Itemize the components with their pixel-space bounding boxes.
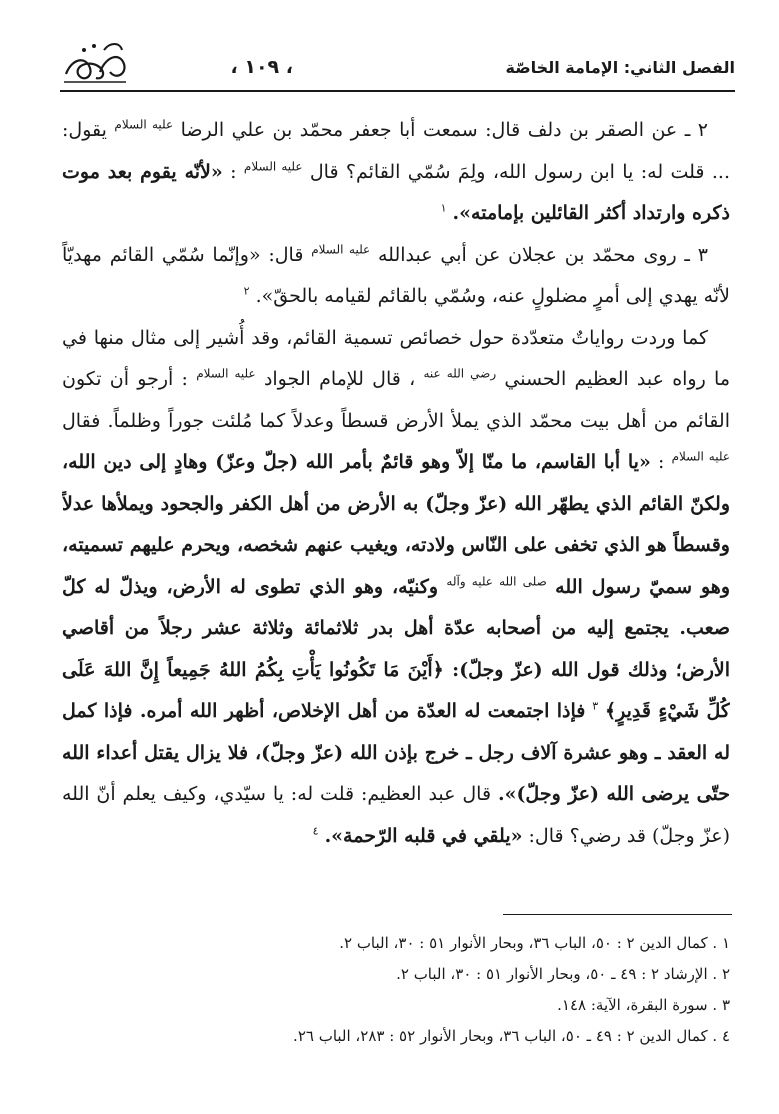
quote-run: فإذا اجتمعت له العدّة من أهل الإخلاص، أظهر الله أمره. فإذا كمل له العقد ـ وهو عشرة آلاف رجل ـ خرج بإذن الله (عزّ وجلّ)، فلا يزال يقتل أعداء الله حتّى يرضى الله (عزّ وجلّ)». bbox=[62, 700, 730, 805]
footnote-rule bbox=[503, 914, 732, 915]
honorific-glyph: عليه السلام bbox=[311, 242, 371, 257]
running-title: الفصل الثاني: الإمامة الخاصّة bbox=[505, 58, 735, 77]
footnote-item: ٤ . كمال الدين ٢ : ٤٩ ـ ٥٠، الباب ٣٦، وبحار الأنوار ٥٢ : ٢٨٣، الباب ٢٦. bbox=[293, 1027, 730, 1045]
page-number: ، ١٠٩ ، bbox=[230, 56, 293, 78]
footnote-ref[interactable]: ١ bbox=[440, 201, 447, 215]
footnote-ref[interactable]: ٣ bbox=[592, 699, 599, 713]
honorific-glyph: عليه السلام bbox=[671, 449, 730, 464]
footnote-item: ١ . كمال الدين ٢ : ٥٠، الباب ٣٦، وبحار الأنوار ٥١ : ٣٠، الباب ٢. bbox=[339, 934, 730, 952]
footnote-item: ٢ . الإرشاد ٢ : ٤٩ ـ ٥٠، وبحار الأنوار ٥١ : ٣٠، الباب ٢. bbox=[396, 965, 730, 983]
text-run: يقول: ... قلت له: يا ابن رسول الله، ولِمَ سُمّي القائم؟ قال bbox=[62, 119, 730, 183]
honorific-glyph: عليه السلام bbox=[196, 366, 256, 381]
paragraph-3 bbox=[62, 235, 730, 318]
quote-run: «يلقي في قلبه الرّحمة». bbox=[324, 824, 523, 847]
honorific-glyph: عليه السلام bbox=[114, 117, 174, 132]
paragraph-narration bbox=[62, 318, 730, 858]
quote-run: وكنيّه، وهو الذي تطوى له الأرض، ويذلّ له كلّ صعب. يجتمع إليه من أصحابه عدّة أهل بدر ثلاثمائة وثلاثة عشر رجلاً من أقاصي الأرض؛ وذلك قول الله (عزّ وجلّ): bbox=[62, 575, 730, 681]
text-run: ٢ ـ عن الصقر بن دلف قال: سمعت أبا جعفر محمّد بن علي الرضا bbox=[180, 119, 708, 141]
text-run: ٣ ـ روى محمّد بن عجلان عن أبي عبدالله bbox=[378, 243, 708, 266]
quote-run: «لأنّه يقوم بعد موت ذكره وارتداد أكثر القائلين بإمامته». bbox=[62, 160, 730, 224]
footnote-ref[interactable]: ٢ bbox=[243, 284, 250, 298]
text-run: قال عبد العظيم: قلت له: يا سيّدي، وكيف يعلم أنّ الله (عزّ وجلّ) قد رضي؟ قال: bbox=[62, 783, 730, 847]
quote-run: «يا أبا القاسم، ما منّا إلاّ وهو قائمٌ بأمر الله (جلّ وعزّ) وهادٍ إلى دين الله، ولكنّ القائم الذي يطهّر الله (عزّ وجلّ) به الأرض من أهل الكفر والجحود ويملأها عدلاً وقسطاً هو الذي تخفى على النّاس ولادته، ويغيب عنهم شخصه، ويحرم عليهم تسميته، وهو سميّ رسول الله bbox=[62, 451, 730, 598]
body-text bbox=[62, 110, 730, 910]
quran-verse: ﴿أَيْنَ مَا تَكُونُوا يَأْتِ بِكُمُ اللهُ جَمِيعاً إِنَّ اللهَ عَلَى كُلِّ شَيْءٍ قَدِيرٍ﴾ bbox=[62, 658, 730, 722]
text-run: : bbox=[650, 451, 665, 473]
text-run: كما وردت رواياتٌ متعدّدة حول خصائص تسمية القائم، وقد أُشير إلى مثال منها في ما رواه عبد العظيم الحسني bbox=[62, 326, 730, 390]
calligraphic-ornament-icon bbox=[60, 38, 130, 86]
honorific-glyph: رضي الله عنه bbox=[423, 366, 497, 381]
paragraph-2 bbox=[62, 110, 730, 235]
text-run: : bbox=[222, 160, 237, 183]
footnote-ref[interactable]: ٤ bbox=[312, 824, 319, 838]
text-run: ، قال للإمام الجواد bbox=[263, 368, 416, 390]
text-run: قال: «وإنّما سُمّي القائم مهديّاً لأنّه يهدي إلى أمرٍ مضلولٍ عنه، وسُمّي بالقائم لقيامه بالحقّ». bbox=[62, 243, 730, 307]
header-rule bbox=[60, 90, 735, 92]
honorific-glyph: عليه السلام bbox=[243, 159, 303, 174]
honorific-glyph: صلى الله عليه وآله bbox=[446, 574, 547, 589]
text-run: : أرجو أن تكون القائم من أهل بيت محمّد الذي يملأ الأرض قسطاً وعدلاً كما مُلئت جوراً وظلماً. فقال bbox=[62, 368, 730, 432]
footnotes bbox=[200, 928, 730, 1052]
footnote-item: ٣ . سورة البقرة، الآية: ١٤٨. bbox=[557, 996, 730, 1014]
page-header bbox=[60, 38, 735, 94]
